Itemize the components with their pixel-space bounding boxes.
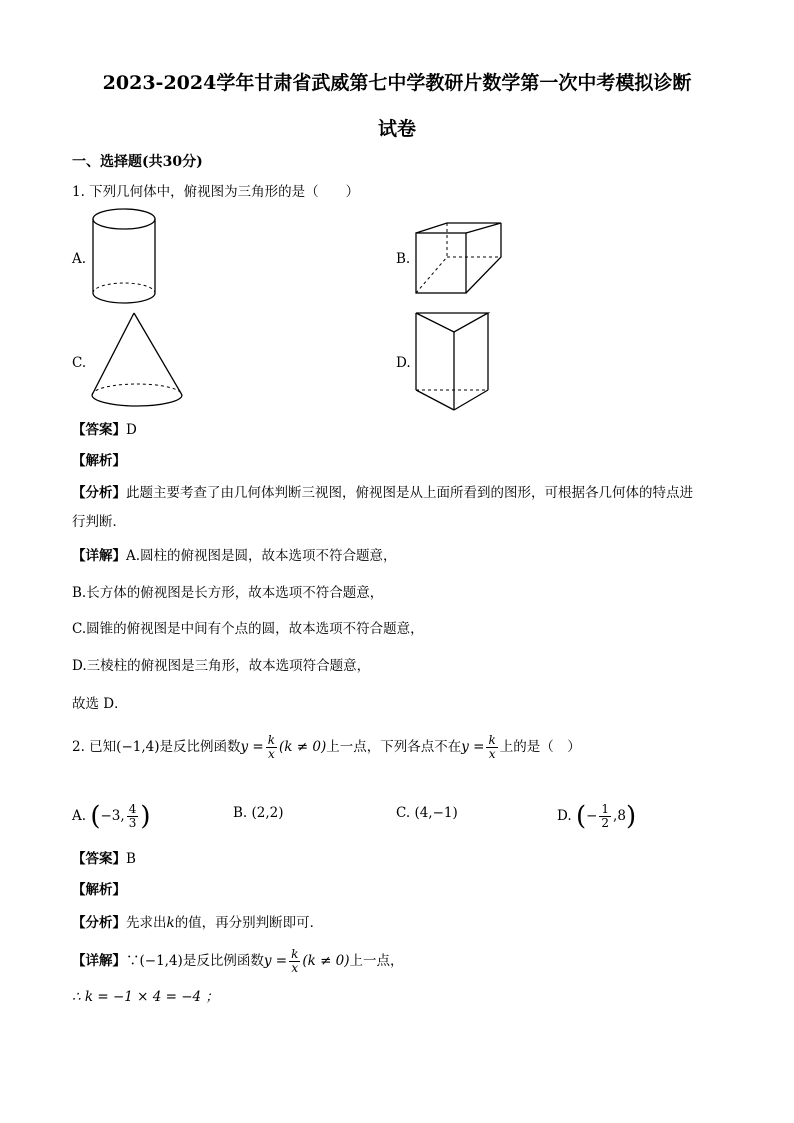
func-y-3: y = [263, 953, 288, 969]
func-fraction-2 [486, 734, 497, 761]
func-fraction-3 [289, 948, 300, 975]
q1-xiangjie-d: D.三棱柱的俯视图是三角形，故本选项符合题意， [72, 658, 371, 674]
q1-fenxi-cont: 行判断． [72, 514, 126, 530]
q2-jiexi-tag: 【解析】 [72, 882, 126, 898]
fenxi-text: 此题主要考查了由几何体判断三视图，俯视图是从上面所看到的图形，可根据各几何体的特点进 [126, 485, 693, 501]
q1-xiangjie-a [72, 546, 397, 566]
q2-fenxi [72, 913, 323, 933]
answer-tag: 【答案】 [72, 422, 126, 438]
q2-option-b [233, 803, 284, 823]
fenxi-text-a: 先求出 [126, 915, 167, 931]
option-a-label: A. [72, 808, 87, 824]
option-c-value: (4,−1) [414, 805, 458, 821]
page-title-line2: 试卷 [377, 118, 416, 140]
option-a-fraction [127, 803, 139, 830]
q1-option-b-label: B. [396, 251, 411, 267]
option-d-tail: ,8 [613, 808, 626, 824]
func-numerator-3: k [291, 947, 299, 961]
answer-value: D [126, 422, 137, 438]
func-numerator-2: k [488, 733, 496, 747]
fenxi-tag-2: 【分析】 [72, 915, 126, 931]
cuboid-figure [412, 220, 506, 298]
fenxi-tag: 【分析】 [72, 485, 126, 501]
option-d-label: D. [557, 808, 572, 824]
option-a-value: −3, [100, 808, 125, 824]
q2-tail2: 上的是（ ） [499, 739, 581, 755]
q2-point: (−1,4) [116, 739, 160, 755]
q1-conclusion: 故选 D． [72, 696, 128, 712]
q1-option-a-label: A. [72, 251, 87, 267]
q2-mid: 是反比例函数 [159, 739, 241, 755]
paren-open-d: ( [575, 801, 587, 832]
q2-answer [72, 849, 136, 869]
q1-option-d-label: D. [396, 355, 411, 371]
xj-mid: 是反比例函数 [182, 953, 264, 969]
xj-tail: 上一点， [349, 953, 404, 969]
triangular-prism-figure [412, 310, 492, 415]
option-d-fraction [599, 803, 611, 830]
q1-fenxi [72, 483, 693, 503]
cylinder-figure [88, 205, 160, 310]
page-title-line1: 2023-2024学年甘肃省武威第七中学教研片数学第一次中考模拟诊断 [102, 72, 692, 94]
func-condition: (k ≠ 0) [279, 739, 327, 755]
func-numerator: k [267, 733, 276, 747]
func-denominator-3: x [291, 961, 299, 975]
func-denominator-2: x [488, 747, 496, 761]
option-d-sign: − [586, 808, 598, 824]
section-heading: 一、选择题(共30分) [72, 154, 203, 170]
func-condition-3: (k ≠ 0) [302, 953, 350, 969]
answer-value-2: B [126, 851, 136, 867]
q1-stem: 1. 下列几何体中，俯视图为三角形的是（ ） [72, 184, 360, 200]
option-c-label: C. [396, 805, 411, 821]
func-fraction [266, 734, 277, 761]
q1-xiangjie-b: B.长方体的俯视图是长方形，故本选项不符合题意， [72, 585, 384, 601]
func-y-2: y = [461, 739, 485, 755]
q1-answer [72, 420, 137, 440]
q2-num: 2. 已知 [72, 739, 117, 755]
paren-close: ) [140, 801, 151, 832]
q1-jiexi-tag: 【解析】 [72, 453, 126, 469]
paren-close-d: ) [625, 801, 637, 832]
xiangjie-tag-2: 【详解】 [72, 953, 126, 969]
func-denominator: x [267, 747, 275, 761]
q1-option-c-label: C. [72, 355, 87, 371]
q2-tail1: 上一点，下列各点不在 [326, 739, 462, 755]
paren-open: ( [90, 801, 101, 832]
q1-xiangjie-c: C.圆锥的俯视图是中间有个点的圆，故本选项不符合题意， [72, 621, 424, 637]
option-d-denominator: 2 [601, 816, 610, 830]
xiangjie-text: A.圆柱的俯视图是圆，故本选项不符合题意， [126, 548, 397, 564]
xj-point: (−1,4) [139, 953, 183, 969]
xiangjie-tag: 【详解】 [72, 548, 126, 564]
q2-option-c [396, 803, 458, 823]
option-a-denominator: 3 [128, 816, 137, 830]
func-y: y = [240, 739, 264, 755]
option-b-value: (2,2) [251, 805, 284, 821]
fenxi-text-b: 的值，再分别判断即可． [174, 915, 324, 931]
q2-xiangjie [72, 948, 404, 975]
option-d-numerator: 1 [601, 802, 610, 816]
option-b-label: B. [233, 805, 248, 821]
because-symbol: ∵ [126, 953, 140, 969]
cone-figure [88, 310, 186, 412]
option-a-numerator: 4 [128, 802, 137, 816]
q2-therefore-line: ∴ k = −1 × 4 = −4 ； [72, 989, 219, 1005]
q2-stem [72, 734, 581, 761]
q2-option-a [72, 803, 151, 830]
q2-option-d [557, 803, 636, 830]
fenxi-k: k [166, 915, 175, 931]
answer-tag-2: 【答案】 [72, 851, 126, 867]
